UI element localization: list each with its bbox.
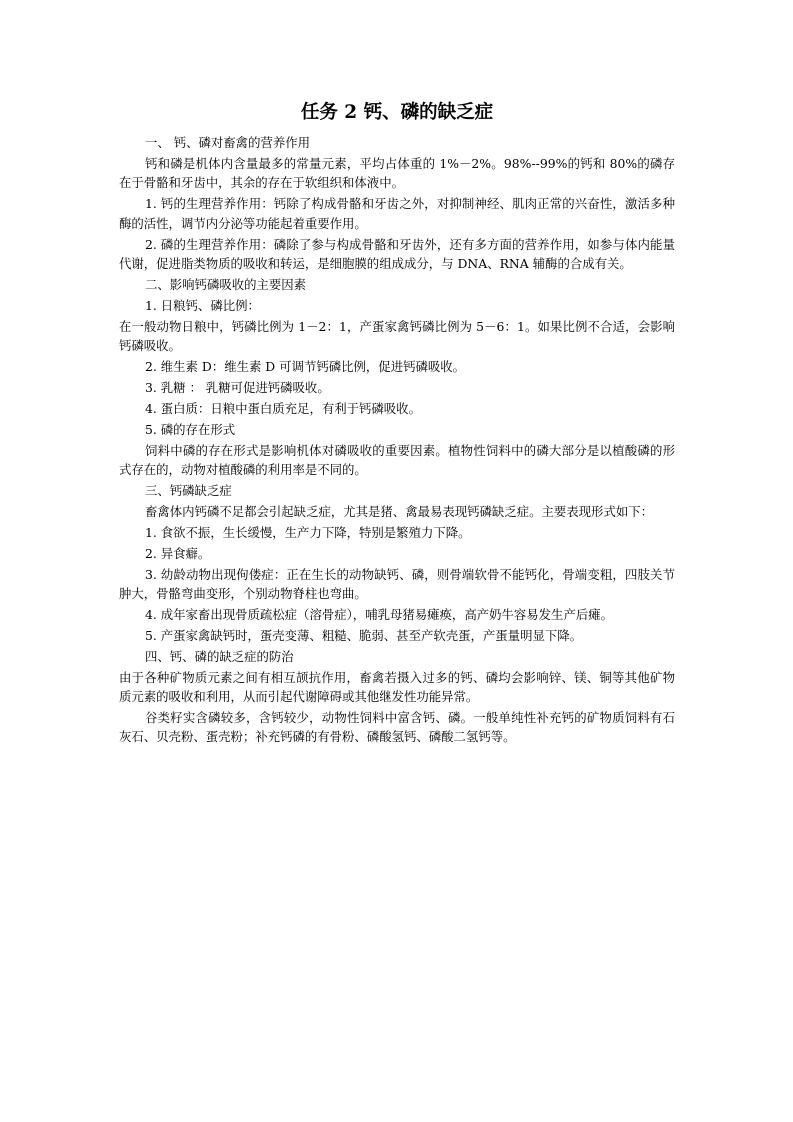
paragraph: 四、钙、磷的缺乏症的防治 [145, 648, 294, 664]
document-body [119, 100, 675, 748]
paragraph: 在一般动物日粮中，钙磷比例为 1－2：1，产蛋家禽钙磷比例为 5－6：1。如果比例不合适，会影响钙磷吸收。 [119, 318, 675, 354]
paragraph: 1. 食欲不振，生长缓慢，生产力下降，特别是繁殖力下降。 [145, 524, 471, 540]
paragraph: 二、影响钙磷吸收的主要因素 [145, 276, 307, 292]
paragraph: 由于各种矿物质元素之间有相互颉抗作用，畜禽若摄入过多的钙、磷均会影响锌、镁、铜等其他矿物质元素的吸收和利用，从而引起代谢障碍或其他继发性功能异常。 [119, 669, 675, 704]
paragraph: 钙和磷是机体内含量最多的常量元素，平均占体重的 1%－2%。98%--99%的钙和 80%的磷存在于骨骼和牙齿中，其余的存在于软组织和体液中。 [119, 155, 675, 191]
paragraph: 2. 维生素 D：维生素 D 可调节钙磷比例，促进钙磷吸收。 [145, 358, 466, 374]
paragraph: 1. 日粮钙、磷比例： [145, 297, 260, 313]
paragraph: 畜禽体内钙磷不足都会引起缺乏症，尤其是猪、禽最易表现钙磷缺乏症。主要表现形式如下： [145, 503, 654, 519]
paragraph: 3. 乳糖 ： 乳糖可促进钙磷吸收。 [145, 379, 330, 395]
paragraph: 谷类籽实含磷较多，含钙较少，动物性饲料中富含钙、磷。一般单纯性补充钙的矿物质饲料有石灰石、贝壳粉、蛋壳粉；补充钙磷的有骨粉、磷酸氢钙、磷酸二氢钙等。 [119, 709, 675, 745]
paragraph: 3. 幼龄动物出现佝偻症：正在生长的动物缺钙、磷，则骨端软骨不能钙化，骨端变粗，四肢关节肿大，骨骼弯曲变形，个别动物脊柱也弯曲。 [119, 566, 675, 601]
document-title: 任务 2 钙、磷的缺乏症 [300, 102, 494, 123]
paragraph-list [119, 133, 675, 747]
paragraph: 三、钙磷缺乏症 [145, 482, 232, 498]
paragraph: 饲料中磷的存在形式是影响机体对磷吸收的重要因素。植物性饲料中的磷大部分是以植酸磷的形式存在的，动物对植酸磷的利用率是不同的。 [119, 442, 675, 477]
paragraph: 5. 磷的存在形式 [145, 421, 236, 437]
paragraph: 2. 异食癖。 [145, 545, 211, 561]
paragraph: 4. 成年家畜出现骨质疏松症（溶骨症），哺乳母猪易瘫痪，高产奶牛容易发生产后瘫。 [145, 606, 614, 622]
paragraph: 5. 产蛋家禽缺钙时，蛋壳变薄、粗糙、脆弱、甚至产软壳蛋，产蛋量明显下降。 [145, 627, 583, 643]
paragraph: 4. 蛋白质：日粮中蛋白质充足，有利于钙磷吸收。 [145, 400, 421, 416]
paragraph: 一、 钙、磷对畜禽的营养作用 [145, 135, 311, 150]
paragraph: 2. 磷的生理营养作用：磷除了参与构成骨骼和牙齿外，还有多方面的营养作用，如参与体内能量代谢，促进脂类物质的吸收和转运，是细胞膜的组成成分，与 DNA、RNA 辅酶的合成有关。 [119, 236, 675, 271]
paragraph: 1. 钙的生理营养作用：钙除了构成骨骼和牙齿之外，对抑制神经、肌肉正常的兴奋性，激活多种酶的活性，调节内分泌等功能起着重要作用。 [119, 196, 675, 231]
